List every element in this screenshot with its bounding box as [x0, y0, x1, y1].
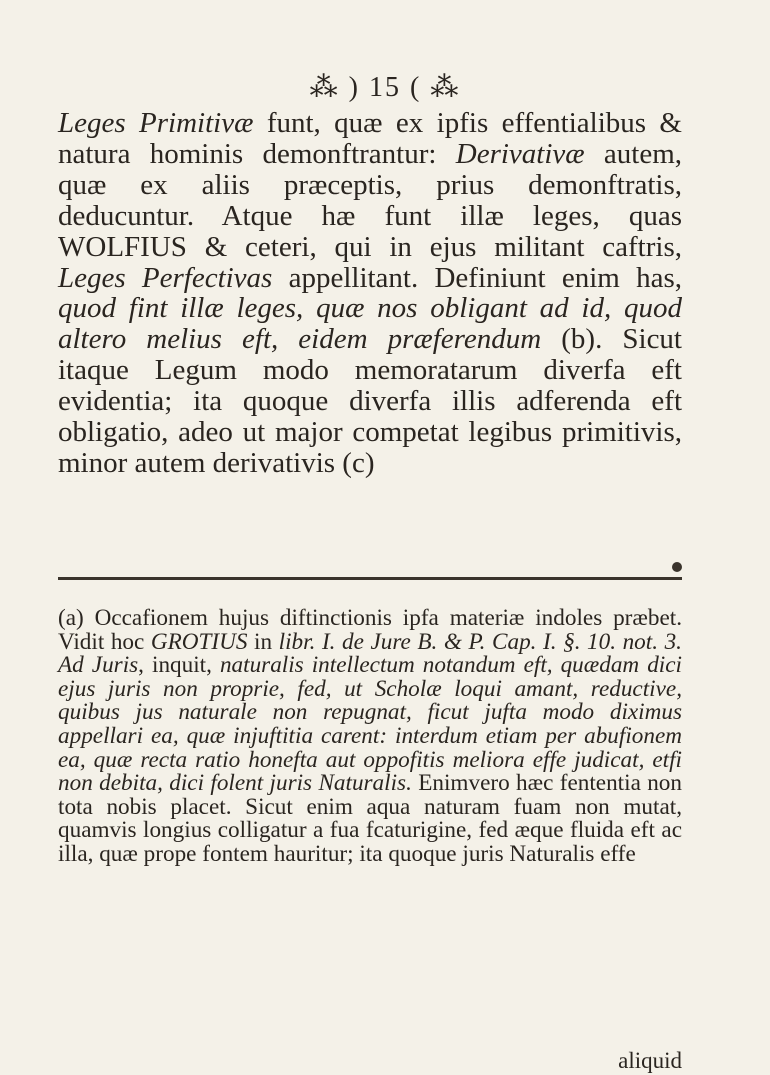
term-derivative: Derivativæ	[455, 137, 585, 170]
footnote-text: in	[247, 628, 279, 655]
page-header	[0, 70, 770, 104]
text-segment: funt, quæ ex ipfis effentialibus & natura hominis demonftrantur:	[58, 107, 682, 170]
divider-dot	[672, 562, 682, 572]
footnote-divider	[58, 577, 682, 580]
catchword: aliquid	[618, 1048, 682, 1073]
definition-quote: quod fint illæ leges, quæ nos obligant ad id, quod altero melius eft, eidem præferendum	[58, 292, 682, 356]
text-segment: (b). Sicut itaque Legum modo memoratarum diverfa eft evidentia; ita quoque diverfa illis adferenda eft obligatio, adeo ut major competat legibus primitivis, minor autem derivativis (c)	[58, 323, 682, 479]
grotius-quote: naturalis intellectum notandum eft, quædam dici ejus juris non proprie, fed, ut Scholæ loqui amant, reductive, quibus jus naturale non repugnat, ficut jufta modo diximus appellari ea, quæ injuftitia carent: interdum etiam per abufionem ea, quæ recta ratio honefta aut oppofitis meliora effe judicat, etfi non debita, dici folent juris Naturalis.	[58, 652, 682, 797]
text-segment: appellitant. Definiunt enim has,	[272, 261, 682, 294]
term-perfective: Leges Perfectivas	[58, 261, 273, 294]
page-number-header: ⁂ ) 15 ( ⁂	[309, 72, 461, 103]
text-segment: autem, quæ ex aliis præceptis, prius demonftratis, deducuntur. Atque hæ funt illæ leges, quas WOLFIUS & ceteri, qui in ejus militant caftris,	[58, 137, 683, 263]
footnote-text: , inquit,	[138, 652, 220, 679]
citation: libr. I. de Jure B. & P. Cap. I. §. 10. not. 3. Ad Juris	[58, 628, 682, 679]
term-primitive: Leges Primitivæ	[58, 107, 254, 139]
footnote-text: Enimvero hæc fententia non tota nobis placet. Sicut enim aqua naturam fuam non mutat, quamvis longius colligatur a fua fcaturigine, fed æque fluida eft ac illa, quæ prope fontem hauritur; ita quoque juris Naturalis effe	[58, 770, 682, 867]
main-paragraph	[58, 108, 682, 479]
footnote-text: (a) Occafionem hujus diftinctionis ipfa materiæ indoles præbet. Vidit hoc	[58, 605, 682, 655]
main-text	[58, 108, 682, 479]
footnote	[58, 607, 682, 867]
author-name: GROTIUS	[150, 628, 248, 655]
footnote-paragraph	[58, 607, 682, 867]
